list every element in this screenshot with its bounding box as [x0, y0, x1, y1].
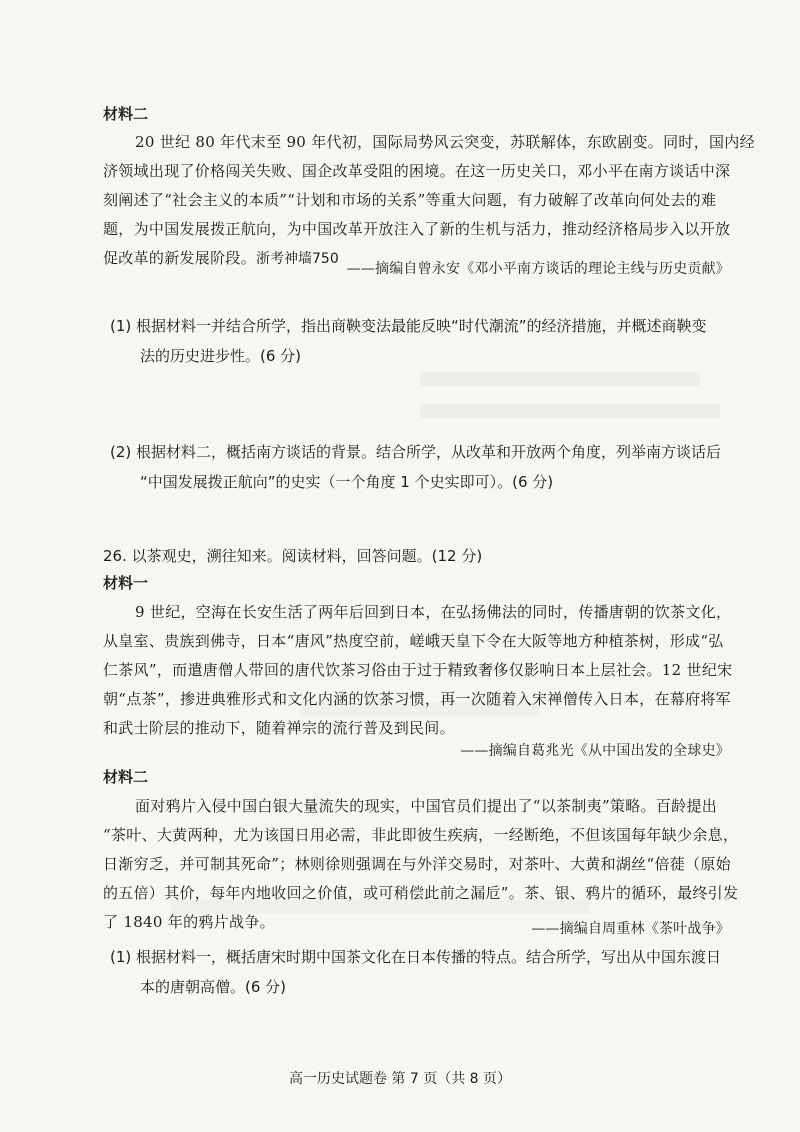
question-26-title: 26. 以茶观史，溯往知来。阅读材料，回答问题。(12 分)	[103, 547, 483, 565]
material-two-heading: 材料二	[103, 105, 149, 123]
paragraph-line: 济领域出现了价格闯关失败、国企改革受阻的困境。在这一历史关口，邓小平在南方谈话中深	[103, 162, 731, 180]
question-25-part-1	[110, 311, 730, 371]
question-line: (2) 根据材料二，概括南方谈话的背景。结合所学，从改革和开放两个角度，列举南方谈话后	[110, 443, 722, 461]
material-one-heading: 材料一	[103, 574, 149, 592]
question-25-part-2	[110, 437, 730, 497]
paragraph-line: 了 1840 年的鸦片战争。	[103, 913, 275, 931]
paragraph-line: 刻阐述了“社会主义的本质”“计划和市场的关系”等重大问题，有力破解了改革向何处去的难	[103, 191, 717, 209]
paragraph-line: 题，为中国发展拨正航向，为中国改革开放注入了新的生机与活力，推动经济格局步入以开放	[103, 220, 731, 238]
material-one-source: ——摘编自葛兆光《从中国出发的全球史》	[460, 743, 730, 759]
page-footer: 高一历史试题卷 第 7 页（共 8 页）	[288, 1071, 512, 1087]
material-two-source: ——摘编自曾永安《邓小平南方谈话的理论主线与历史贡献》	[346, 261, 730, 277]
paragraph-line: 日渐穷乏，并可制其死命”；林则徐则强调在与外洋交易时，对茶叶、大黄和湖丝“倍蓰（原始	[103, 855, 731, 873]
material-two-q26-source: ——摘编自周重林《茶叶战争》	[531, 921, 730, 937]
paragraph-line: 和武士阶层的推动下，随着禅宗的流行普及到民间。	[103, 719, 455, 737]
question-26-part-1	[110, 942, 730, 1002]
material-two-body	[103, 128, 755, 274]
paragraph-line: 仁茶风”，而遣唐僧人带回的唐代饮茶习俗由于过于精致奢侈仅影响日本上层社会。12 世纪宋	[103, 661, 733, 679]
question-line: 法的历史进步性。(6 分)	[140, 347, 302, 365]
paragraph-line: “茶叶、大黄两种，尤为该国日用必需，非此即彼生疾病，一经断绝，不但该国每年缺少余息，	[103, 826, 739, 844]
paragraph-line: 面对鸦片入侵中国白银大量流失的现实，中国官员们提出了“以茶制夷”策略。百龄提出	[135, 797, 718, 815]
question-line: 本的唐朝高僧。(6 分)	[140, 978, 287, 996]
paragraph-line: 9 世纪，空海在长安生活了两年后回到日本，在弘扬佛法的同时，传播唐朝的饮茶文化，	[135, 603, 732, 621]
question-line: (1) 根据材料一，概括唐宋时期中国茶文化在日本传播的特点。结合所学，写出从中国东渡日	[110, 948, 722, 966]
material-one-body	[103, 598, 733, 743]
material-two-q26-body	[103, 792, 739, 937]
paragraph-line: 朝“点茶”，掺进典雅形式和文化内涵的饮茶习惯，再一次随着入宋禅僧传入日本，在幕府将军	[103, 690, 731, 708]
paragraph-line-text: 促改革的新发展阶段。	[103, 249, 257, 267]
bleed-through-mark	[420, 404, 720, 418]
bleed-through-mark	[420, 372, 700, 386]
paragraph-line: 的五倍）其价，每年内地收回之价值，或可稍偿此前之漏卮”。茶、银、鸦片的循环，最终引发	[103, 884, 739, 902]
material-two-heading-q26: 材料二	[103, 768, 149, 786]
paragraph-line: 从皇室、贵族到佛寺，日本“唐风”热度空前，嵯峨天皇下令在大阪等地方种植茶树，形成“弘	[103, 632, 724, 650]
question-line: “中国发展拨正航向”的史实（一个角度 1 个史实即可）。(6 分)	[140, 473, 554, 491]
watermark-note: 浙考神墙750	[256, 251, 339, 267]
question-line: (1) 根据材料一并结合所学，指出商鞅变法最能反映“时代潮流”的经济措施，并概述商鞅变	[110, 317, 707, 335]
paragraph-line: 20 世纪 80 年代末至 90 年代初，国际局势风云突变，苏联解体，东欧剧变。同时，国内经	[135, 133, 755, 151]
